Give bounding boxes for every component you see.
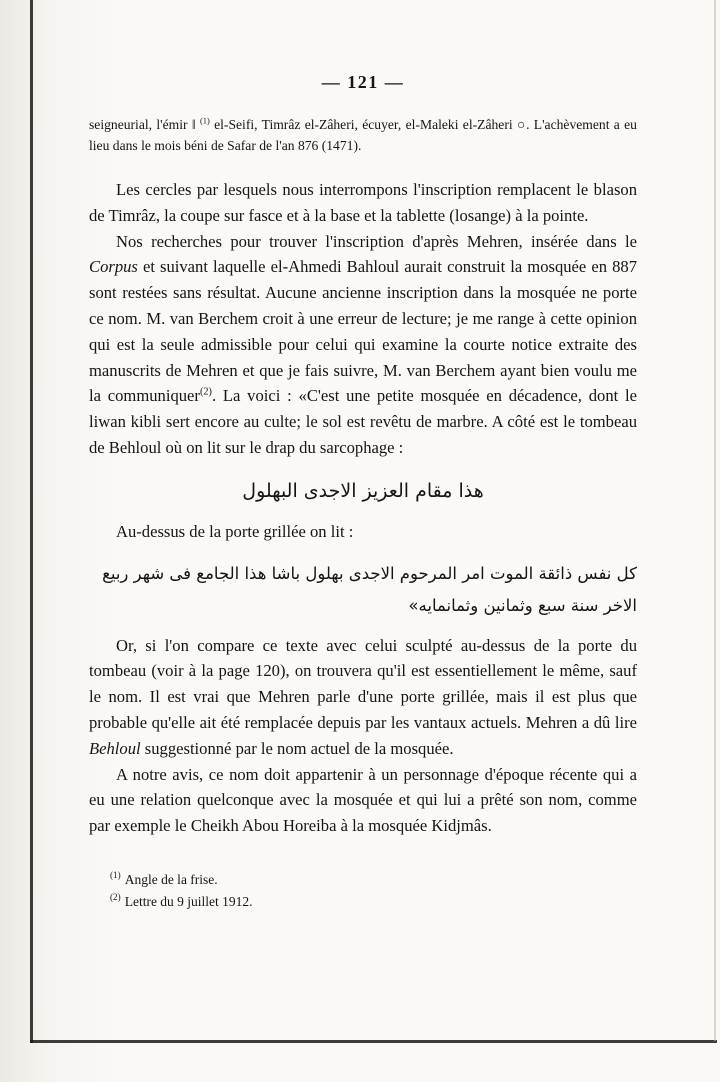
paragraph [89,519,637,545]
text-run: A notre avis, ce nom doit appartenir à un personnage d'époque récente qui a eu une relation quelconque avec la mosquée et qui lui a prêté son nom, comme par exemple le Cheikh Abou Horeiba à la mosquée Kidjmâs. [89,764,637,836]
paragraph [89,229,637,461]
scan-edge-right [714,0,716,1041]
text-run: Les cercles par lesquels nous interrompons l'inscription remplacent le blason de Timrâz, la coupe sur fasce et à la base et la tablette (losange) à la pointe. [89,180,637,225]
footnote-marker: (2) [110,892,121,903]
scan-edge-bottom [30,1040,717,1043]
footnote-text: Angle de la frise. [124,871,218,887]
text-run: Nos recherches pour trouver l'inscription d'après Mehren, insérée dans le [116,231,637,251]
page-number: — 121 — [321,72,405,92]
footnotes [89,869,637,913]
text-column [89,72,637,913]
footnote-reference: (2) [199,386,212,398]
arabic-inscription-sarcophagus: هذا مقام العزيز الاجدى البهلول [242,479,484,502]
paragraph [89,633,637,762]
page-body [89,115,637,839]
text-run: . La voici : «C'est une petite mosquée en décadence, dont le liwan kibli sert encore au culte; le sol est revêtu de marbre. A côté est le tombeau de Behloul où on lit sur le drap du sarcophage : [89,386,637,457]
italic-text: Corpus [89,257,138,277]
text-run: seigneurial, l'émir ‖ [89,117,200,132]
footnote-reference: (1) [199,115,210,126]
paragraph [89,762,637,839]
arabic-line: كل نفس ذائقة الموت امر المرحوم الاجدى بهلول باشا هذا الجامع فى شهر ربيع [102,563,637,583]
scan-edge-left [30,0,33,1043]
text-run: Or, si l'on compare ce texte avec celui sculpté au-dessus de la porte du tombeau (voir à la page 120), on trouvera qu'il est essentiellement le même, sauf le nom. Il est vrai que Mehren parle d'une porte grillée, mais il est plus que probable qu'elle ait été remplacée depuis par les vantaux actuels. Mehren a dû lire [89,635,637,732]
arabic-inscription-door [89,558,637,622]
footnote [110,891,637,913]
text-run: suggestionné par le nom actuel de la mosquée. [140,738,454,758]
footnote-text: Lettre du 9 juillet 1912. [124,893,253,909]
text-run: Au-dessus de la porte grillée on lit : [116,521,354,541]
text-run: el-Seifi, Timrâz el-Zâheri, écuyer, el-Maleki el-Zâheri ○. L'achèvement a eu lieu dans le mois béni de Safar de l'an 876 (1471). [89,117,637,153]
text-run: et suivant laquelle el-Ahmedi Bahloul aurait construit la mosquée en 887 sont restées sans résultat. Aucune ancienne inscription dans la mosquée ne porte ce nom. M. van Berchem croit à une erreur de lecture; je me range à cette opinion qui est la seule admissible pour celui qui examine la courte notice extraite des manuscrits de Mehren et que je fais suivre, M. van Berchem ayant bien voulu me la communiquer [89,257,637,406]
footnote-marker: (1) [110,870,121,881]
italic-text: Behloul [89,738,141,758]
paragraph [89,177,637,229]
arabic-line: الاخر سنة سبع وثمانين وثمانمايه» [408,595,637,615]
continuation-paragraph [89,115,637,156]
footnote [110,869,637,891]
